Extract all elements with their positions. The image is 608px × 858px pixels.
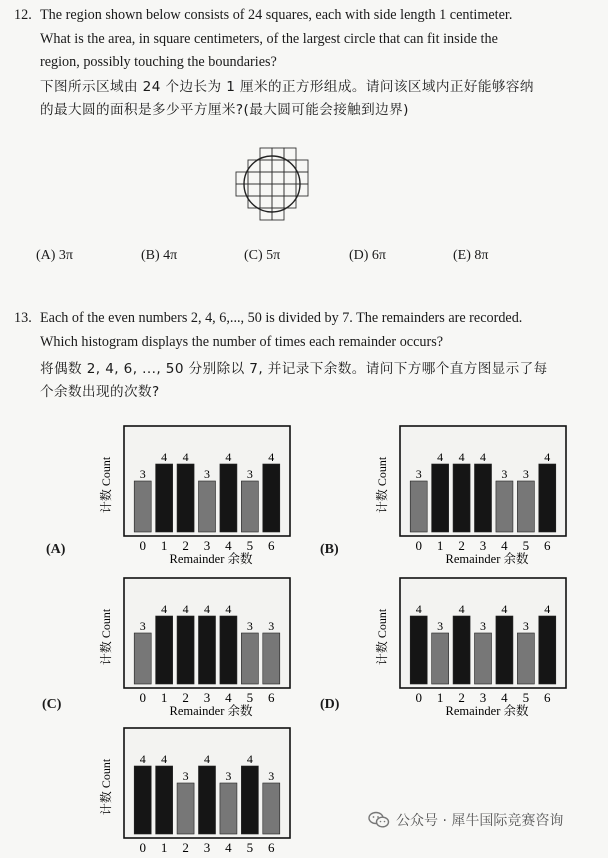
histogram-b-label: (B) — [320, 542, 339, 557]
unit-square — [260, 172, 272, 184]
bar — [496, 616, 513, 684]
q13-number: 13. — [14, 310, 32, 326]
unit-square — [248, 172, 260, 184]
histogram-b — [356, 416, 576, 566]
q13-text-zh — [40, 358, 600, 404]
x-tick-label: 6 — [544, 538, 551, 553]
watermark — [368, 810, 563, 830]
x-tick-label: 4 — [225, 690, 232, 705]
bar — [453, 464, 470, 532]
x-axis-label: Remainder 余数 — [169, 552, 253, 566]
bar — [410, 481, 427, 532]
bar-value-label: 3 — [204, 467, 210, 481]
bar — [263, 633, 280, 684]
bar-value-label: 3 — [225, 769, 232, 783]
x-tick-label: 0 — [415, 690, 422, 705]
x-tick-label: 5 — [522, 690, 530, 705]
histogram-d-label: (D) — [320, 697, 340, 712]
histogram-a — [80, 416, 300, 566]
bar-value-label: 3 — [246, 467, 253, 481]
unit-square — [284, 184, 296, 196]
bar — [410, 616, 427, 684]
bar-value-label: 3 — [437, 619, 444, 633]
x-axis-label: Remainder 余数 — [445, 704, 529, 718]
q12-choice-b: (B) 4π — [141, 248, 178, 263]
y-axis-label: 计数 Count — [99, 456, 113, 514]
bar — [177, 616, 194, 684]
q12-region-figure — [230, 146, 330, 226]
bar — [539, 616, 556, 684]
x-tick-label: 1 — [436, 538, 444, 553]
bar — [475, 633, 492, 684]
unit-square — [296, 160, 308, 172]
x-tick-label: 3 — [203, 690, 211, 705]
bar-value-label: 3 — [246, 619, 253, 633]
histogram-a-label: (A) — [46, 542, 66, 557]
bar — [517, 633, 534, 684]
unit-square — [248, 184, 260, 196]
unit-square — [260, 184, 272, 196]
bar — [241, 481, 258, 532]
x-tick-label: 2 — [458, 690, 465, 705]
bar-value-label: 4 — [501, 602, 508, 616]
x-tick-label: 5 — [246, 690, 254, 705]
bar-value-label: 4 — [225, 602, 232, 616]
x-tick-label: 4 — [225, 840, 232, 855]
bar-value-label: 4 — [161, 450, 168, 464]
bar-value-label: 3 — [522, 467, 529, 481]
x-tick-label: 6 — [268, 538, 275, 553]
bar-value-label: 3 — [139, 619, 146, 633]
histogram-c — [80, 568, 300, 718]
bar — [199, 481, 216, 532]
bar — [496, 481, 513, 532]
bar — [263, 464, 280, 532]
q13-line-2: Which histogram displays the number of times each remainder occurs? — [40, 333, 444, 350]
x-tick-label: 0 — [415, 538, 422, 553]
unit-square — [260, 160, 272, 172]
unit-square — [260, 196, 272, 208]
x-tick-label: 1 — [436, 690, 444, 705]
x-tick-label: 6 — [544, 690, 551, 705]
y-axis-label: 计数 Count — [375, 608, 389, 666]
q12-choice-e: (E) 8π — [453, 248, 489, 263]
histogram-c-label: (C) — [42, 697, 62, 712]
x-tick-label: 3 — [479, 538, 487, 553]
x-tick-label: 5 — [522, 538, 530, 553]
q12-choice-c: (C) 5π — [244, 248, 281, 263]
bar — [432, 633, 449, 684]
bar-value-label: 3 — [480, 619, 486, 633]
q13-zh-line-1: 将偶数 2, 4, 6, ..., 50 分别除以 7, 并记录下余数。请问下方哪个直方图显示了每 — [40, 361, 548, 377]
q12-choice-a: (A) 3π — [36, 248, 74, 263]
x-tick-label: 4 — [501, 690, 508, 705]
x-tick-label: 2 — [182, 538, 189, 553]
x-tick-label: 2 — [182, 840, 189, 855]
bar-value-label: 3 — [268, 769, 275, 783]
q12-choice-d: (D) 6π — [349, 248, 387, 263]
bar — [539, 464, 556, 532]
bar — [241, 633, 258, 684]
bar-value-label: 4 — [182, 450, 189, 464]
q12-line-1: The region shown below consists of 24 squares, each with side length 1 centimeter. — [40, 7, 513, 23]
bar — [177, 783, 194, 834]
bar — [475, 464, 492, 532]
bar — [220, 783, 237, 834]
bar — [199, 616, 216, 684]
bar-value-label: 4 — [204, 752, 210, 766]
x-tick-label: 4 — [501, 538, 508, 553]
bar — [134, 481, 151, 532]
unit-square — [284, 148, 296, 160]
x-tick-label: 5 — [246, 840, 254, 855]
bar-value-label: 4 — [268, 450, 275, 464]
bar — [432, 464, 449, 532]
bar-value-label: 4 — [544, 602, 551, 616]
bar-value-label: 4 — [161, 602, 168, 616]
bar-value-label: 4 — [246, 752, 253, 766]
bar — [220, 616, 237, 684]
bar-value-label: 4 — [415, 602, 422, 616]
bar-value-label: 4 — [204, 602, 210, 616]
x-tick-label: 5 — [246, 538, 254, 553]
bar-value-label: 4 — [480, 450, 486, 464]
x-tick-label: 6 — [268, 690, 275, 705]
bar — [134, 633, 151, 684]
q12-zh-line-2: 的最大圆的面积是多少平方厘米?(最大圆可能会接触到边界) — [40, 102, 409, 118]
q12-zh-line-1: 下图所示区域由 24 个边长为 1 厘米的正方形组成。请问该区域内正好能够容纳 — [40, 79, 534, 95]
q13-zh-line-2: 个余数出现的次数? — [40, 384, 160, 400]
q12-number: 12. — [14, 7, 32, 23]
x-tick-label: 4 — [225, 538, 232, 553]
bar — [177, 464, 194, 532]
bar — [156, 464, 173, 532]
bar-value-label: 3 — [182, 769, 189, 783]
y-axis-label: 计数 Count — [99, 608, 113, 666]
bar-value-label: 4 — [139, 752, 146, 766]
unit-square — [272, 184, 284, 196]
q13-line-1: Each of the even numbers 2, 4, 6,..., 50 is divided by 7. The remainders are recorded. — [40, 310, 523, 326]
x-tick-label: 6 — [268, 840, 275, 855]
bar — [517, 481, 534, 532]
unit-square — [272, 172, 284, 184]
bar — [241, 766, 258, 834]
x-tick-label: 0 — [139, 840, 146, 855]
bar-value-label: 4 — [182, 602, 189, 616]
unit-square — [272, 196, 284, 208]
watermark-text: 公众号 · 犀牛国际竞赛咨询 — [396, 813, 564, 829]
q12-line-2: What is the area, in square centimeters, of the largest circle that can fit inside the — [40, 30, 498, 47]
unit-square — [284, 172, 296, 184]
q12-line-3: region, possibly touching the boundaries? — [40, 54, 277, 70]
q12-text-zh — [40, 76, 600, 122]
y-axis-label: 计数 Count — [99, 758, 113, 816]
x-tick-label: 3 — [203, 538, 211, 553]
x-tick-label: 1 — [160, 538, 168, 553]
x-tick-label: 1 — [160, 690, 168, 705]
histogram-e — [80, 718, 300, 858]
wechat-icon — [368, 811, 390, 829]
bar-value-label: 3 — [139, 467, 146, 481]
x-tick-label: 2 — [182, 690, 189, 705]
x-tick-label: 3 — [203, 840, 211, 855]
bar-value-label: 3 — [268, 619, 275, 633]
x-tick-label: 1 — [160, 840, 168, 855]
x-axis-label: Remainder 余数 — [445, 552, 529, 566]
bar-value-label: 3 — [522, 619, 529, 633]
bar-value-label: 4 — [161, 752, 168, 766]
bar — [220, 464, 237, 532]
bar-value-label: 4 — [225, 450, 232, 464]
q13-text-en — [14, 307, 599, 354]
histogram-d — [356, 568, 576, 718]
bar-value-label: 3 — [415, 467, 422, 481]
x-tick-label: 3 — [479, 690, 487, 705]
bar-value-label: 4 — [458, 602, 465, 616]
bar — [156, 616, 173, 684]
unit-square — [272, 160, 284, 172]
bar — [453, 616, 470, 684]
x-tick-label: 0 — [139, 538, 146, 553]
x-tick-label: 2 — [458, 538, 465, 553]
bar-value-label: 3 — [501, 467, 508, 481]
x-tick-label: 0 — [139, 690, 146, 705]
q12-text-en — [14, 4, 599, 75]
bar-value-label: 4 — [458, 450, 465, 464]
x-axis-label: Remainder 余数 — [169, 704, 253, 718]
y-axis-label: 计数 Count — [375, 456, 389, 514]
bar — [156, 766, 173, 834]
bar-value-label: 4 — [544, 450, 551, 464]
bar — [199, 766, 216, 834]
bar — [263, 783, 280, 834]
bar — [134, 766, 151, 834]
bar-value-label: 4 — [437, 450, 444, 464]
